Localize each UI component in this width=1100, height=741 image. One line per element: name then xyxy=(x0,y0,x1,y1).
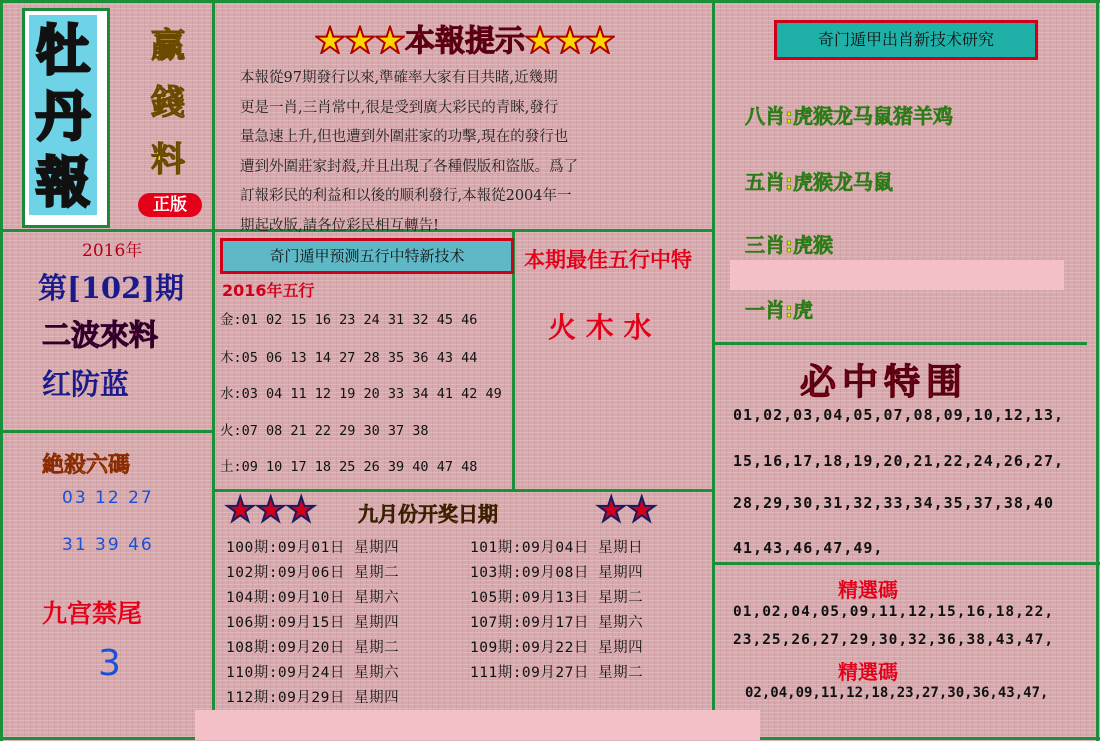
element-row: 金:01 02 15 16 23 24 31 32 45 46 xyxy=(220,312,478,328)
selected-row: 02,04,09,11,12,18,23,27,30,36,43,47, xyxy=(745,685,1049,701)
blank-bar xyxy=(730,260,1064,290)
kill-row: 31 39 46 xyxy=(62,535,154,555)
schedule-entry: 107期:09月17日 星期六 xyxy=(470,615,644,631)
zodiac-label: 奇门遁甲出肖新技术研究 xyxy=(774,20,1038,60)
schedule-entry: 110期:09月24日 星期六 xyxy=(226,665,400,681)
notice-line: 訂報彩民的利益和以後的顺利發行,本報從2004年一 xyxy=(240,188,572,204)
divider-v2 xyxy=(712,3,715,713)
schedule-entry: 101期:09月04日 星期日 xyxy=(470,540,644,556)
notice-title: 本報提示 xyxy=(405,24,525,59)
zodiac-row: 一肖:虎 xyxy=(745,298,813,322)
selected-row: 01,02,04,05,09,11,12,15,16,18,22, xyxy=(733,604,1055,620)
special-row: 41,43,46,47,49, xyxy=(733,539,884,557)
special-row: 01,02,03,04,05,07,08,09,10,12,13, xyxy=(733,406,1065,424)
schedule-entry: 106期:09月15日 星期四 xyxy=(226,615,400,631)
schedule-entry: 104期:09月10日 星期六 xyxy=(226,590,400,606)
issue-period: 第[102]期 xyxy=(38,271,184,305)
divider-h5 xyxy=(713,562,1100,565)
element-row: 木:05 06 13 14 27 28 35 36 43 44 xyxy=(220,350,478,366)
notice-line: 本報從97期發行以來,準確率大家有目共睹,近幾期 xyxy=(240,70,558,86)
best-elements-value: 火 木 水 xyxy=(548,311,652,344)
zodiac-row: 八肖:虎猴龙马鼠猪羊鸡 xyxy=(745,104,953,128)
wave-title: 二波來料 xyxy=(42,318,159,352)
schedule-entry: 102期:09月06日 星期二 xyxy=(226,565,400,581)
notice-line: 更是一肖,三肖常中,很是受到廣大彩民的青睞,發行 xyxy=(240,99,559,116)
notice-heading xyxy=(310,16,620,60)
tail-value: 3 xyxy=(98,643,121,684)
logo-char: 牡 xyxy=(36,18,90,82)
star-icon: ★★★ xyxy=(225,490,317,530)
selected-row: 23,25,26,27,29,30,32,36,38,43,47, xyxy=(733,632,1055,648)
schedule-title: 九月份开奖日期 xyxy=(358,502,498,526)
special-row: 15,16,17,18,19,20,21,22,24,26,27, xyxy=(733,452,1065,470)
border-top xyxy=(0,0,1100,3)
schedule-entry: 112期:09月29日 星期四 xyxy=(226,690,400,706)
logo-char: 報 xyxy=(36,150,90,214)
schedule-entry: 103期:09月08日 星期四 xyxy=(470,565,644,581)
kill-row: 03 12 27 xyxy=(62,488,154,508)
selected-title: 精選碼 xyxy=(838,578,898,602)
tagline-char: 料 xyxy=(151,140,185,180)
logo xyxy=(22,8,110,228)
issue-year: 2016年 xyxy=(82,241,143,261)
special-row: 28,29,30,31,32,33,34,35,37,38,40 xyxy=(733,494,1054,512)
notice-line: 遭到外圍莊家封殺,并且出現了各種假版和盜版。爲了 xyxy=(240,158,579,175)
kill-title: 絶殺六碼 xyxy=(42,453,131,478)
star-icon: ★★ xyxy=(596,490,657,530)
notice-line: 量急速上升,但也遭到外圍莊家的功擊,現在的發行也 xyxy=(240,129,569,145)
zodiac-row: 五肖:虎猴龙马鼠 xyxy=(745,170,893,194)
star-icon: ★★★ xyxy=(525,24,615,59)
schedule-entry: 109期:09月22日 星期四 xyxy=(470,640,644,656)
star-icon: ★★★ xyxy=(315,24,405,59)
best-elements-title: 本期最佳五行中特 xyxy=(524,247,692,272)
divider-h2 xyxy=(0,430,213,433)
blank-bar-bottom xyxy=(195,710,760,740)
zodiac-row: 三肖:虎猴 xyxy=(745,233,833,257)
tagline-char: 贏 xyxy=(151,26,185,66)
element-row: 土:09 10 17 18 25 26 39 40 47 48 xyxy=(220,459,478,475)
element-row: 火:07 08 21 22 29 30 37 38 xyxy=(220,423,429,439)
schedule-entry: 108期:09月20日 星期二 xyxy=(226,640,400,656)
five-elements-label: 奇门遁甲预测五行中特新技术 xyxy=(220,238,514,274)
wave-text: 红防蓝 xyxy=(42,367,130,401)
border-left xyxy=(0,0,3,741)
selected-title: 精選碼 xyxy=(838,660,898,684)
schedule-entry: 100期:09月01日 星期四 xyxy=(226,540,400,556)
edition-badge: 正版 xyxy=(138,193,202,217)
logo-char: 丹 xyxy=(36,84,90,148)
element-row: 水:03 04 11 12 19 20 33 34 41 42 49 xyxy=(220,386,502,402)
tagline-char: 錢 xyxy=(151,83,185,123)
five-elements-subtitle: 2016年五行 xyxy=(222,281,315,300)
divider-h4 xyxy=(713,342,1087,345)
border-right xyxy=(1096,0,1099,741)
divider-v1 xyxy=(212,3,215,713)
special-title: 必中特围 xyxy=(800,361,969,403)
notice-line: 期起改版,請各位彩民相互轉告! xyxy=(240,217,439,234)
notice-body xyxy=(240,64,690,241)
tail-title: 九宫禁尾 xyxy=(42,599,143,628)
schedule-entry: 111期:09月27日 星期二 xyxy=(470,665,644,681)
schedule-entry: 105期:09月13日 星期二 xyxy=(470,590,644,606)
